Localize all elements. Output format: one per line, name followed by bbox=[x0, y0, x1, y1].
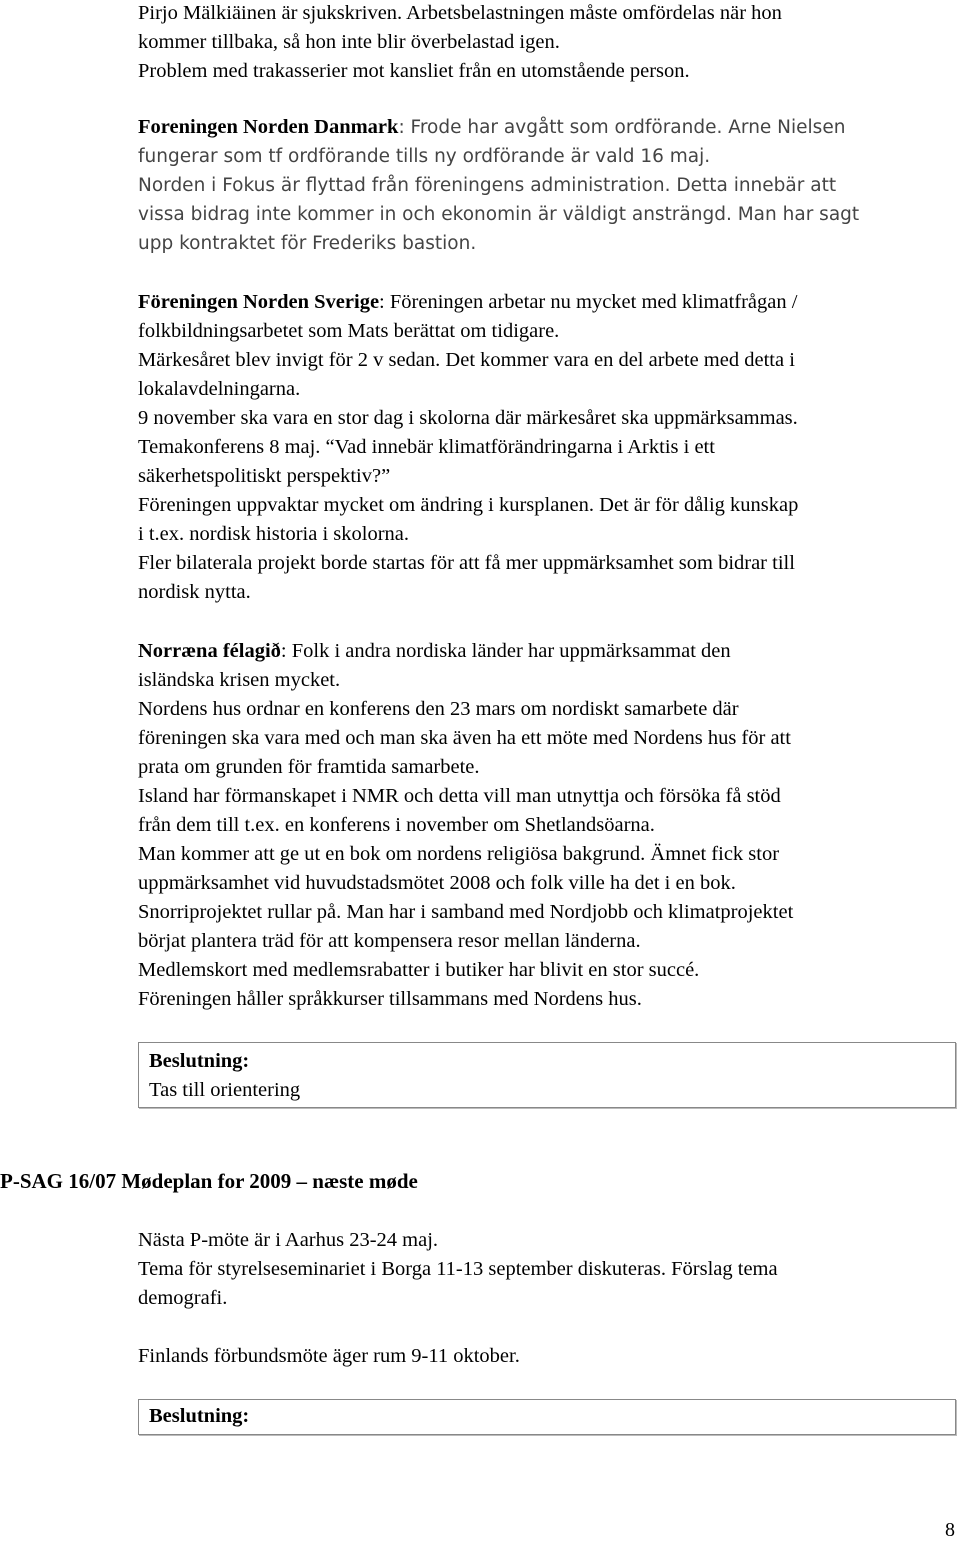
org-label-denmark: Foreningen Norden Danmark bbox=[138, 116, 399, 138]
text-line: Finlands förbundsmöte äger rum 9-11 oktober. bbox=[138, 1345, 520, 1367]
text-line: Norden i Fokus är flyttad från föreningens administration. Detta innebär att bbox=[138, 175, 837, 196]
text-line: från dem till t.ex. en konferens i november om Shetlandsöarna. bbox=[138, 814, 655, 836]
page-number: 8 bbox=[945, 1519, 955, 1541]
intro-paragraph bbox=[138, 0, 953, 86]
text-line: folkbildningsarbetet som Mats berättat om tidigare. bbox=[138, 320, 560, 342]
decision-text: Tas till orientering bbox=[149, 1079, 301, 1101]
text-line: Föreningen Norden Sverige: Föreningen arbetar nu mycket med klimatfrågan / bbox=[138, 291, 798, 313]
text-line: Man kommer att ge ut en bok om nordens religiösa bakgrund. Ämnet fick stor bbox=[138, 843, 780, 865]
section-heading: P-SAG 16/07 Mødeplan for 2009 – næste møde bbox=[0, 1169, 418, 1193]
text-line: börjat plantera träd för att kompensera resor mellan länderna. bbox=[138, 930, 641, 952]
text-line: prata om grunden för framtida samarbete. bbox=[138, 756, 480, 778]
text-line: Nästa P-möte är i Aarhus 23-24 maj. bbox=[138, 1229, 439, 1251]
meeting-plan bbox=[138, 1226, 953, 1313]
text-line: Medlemskort med medlemsrabatter i butiker har blivit en stor succé. bbox=[138, 959, 700, 981]
text-line: 9 november ska vara en stor dag i skolorna där märkesåret ska uppmärksammas. bbox=[138, 407, 798, 429]
text-line: säkerhetspolitiskt perspektiv?” bbox=[138, 465, 391, 487]
decision-label: Beslutning: bbox=[149, 1050, 250, 1072]
text-line: Nordens hus ordnar en konferens den 23 mars om nordiskt samarbete där bbox=[138, 698, 739, 720]
denmark-report bbox=[138, 113, 953, 258]
text-line: isländska krisen mycket. bbox=[138, 669, 341, 691]
text-line: vissa bidrag inte kommer in och ekonomin är väldigt ansträngd. Man har sagt bbox=[138, 204, 860, 225]
text-line: i t.ex. nordisk historia i skolorna. bbox=[138, 523, 410, 545]
decision-box-2 bbox=[138, 1399, 956, 1435]
decision-box bbox=[138, 1042, 956, 1108]
text-line: Foreningen Norden Danmark: Frode har avgått som ordförande. Arne Nielsen bbox=[138, 116, 846, 138]
org-label-sweden: Föreningen Norden Sverige bbox=[138, 291, 380, 313]
text-line: Norræna félagið: Folk i andra nordiska länder har uppmärksammat den bbox=[138, 640, 731, 662]
text-line: nordisk nytta. bbox=[138, 581, 251, 603]
text-line: Problem med trakasserier mot kansliet från en utomstående person. bbox=[138, 60, 690, 82]
text-line: Snorriprojektet rullar på. Man har i samband med Nordjobb och klimatprojektet bbox=[138, 901, 794, 923]
org-label-iceland: Norræna félagið bbox=[138, 640, 281, 662]
text-line: Pirjo Mälkiäinen är sjukskriven. Arbetsbelastningen måste omfördelas när hon bbox=[138, 2, 782, 24]
text-line: Fler bilaterala projekt borde startas för att få mer uppmärksamhet som bidrar till bbox=[138, 552, 795, 574]
text-line: Föreningen uppvaktar mycket om ändring i kursplanen. Det är för dålig kunskap bbox=[138, 494, 799, 516]
text-line: Märkesåret blev invigt för 2 v sedan. Det kommer vara en del arbete med detta i bbox=[138, 349, 795, 371]
finland-meeting bbox=[138, 1342, 953, 1371]
text-line: uppmärksamhet vid huvudstadsmötet 2008 och folk ville ha det i en bok. bbox=[138, 872, 736, 894]
text-line: kommer tillbaka, så hon inte blir överbelastad igen. bbox=[138, 31, 560, 53]
text-line: Island har förmanskapet i NMR och detta vill man utnyttja och försöka få stöd bbox=[138, 785, 781, 807]
text-line: föreningen ska vara med och man ska även ha ett möte med Nordens hus för att bbox=[138, 727, 791, 749]
text-line: upp kontraktet för Frederiks bastion. bbox=[138, 233, 477, 254]
text-line: Temakonferens 8 maj. “Vad innebär klimatförändringarna i Arktis i ett bbox=[138, 436, 715, 458]
text-line: Tema för styrelseseminariet i Borga 11-13 september diskuteras. Förslag tema bbox=[138, 1258, 778, 1280]
text-line: Föreningen håller språkkurser tillsammans med Nordens hus. bbox=[138, 988, 642, 1010]
text-line: lokalavdelningarna. bbox=[138, 378, 301, 400]
decision-label: Beslutning: bbox=[149, 1405, 250, 1427]
text-line: fungerar som tf ordförande tills ny ordförande är vald 16 maj. bbox=[138, 146, 711, 167]
sweden-report bbox=[138, 288, 953, 607]
iceland-report bbox=[138, 637, 953, 1014]
text-line: demografi. bbox=[138, 1287, 228, 1309]
